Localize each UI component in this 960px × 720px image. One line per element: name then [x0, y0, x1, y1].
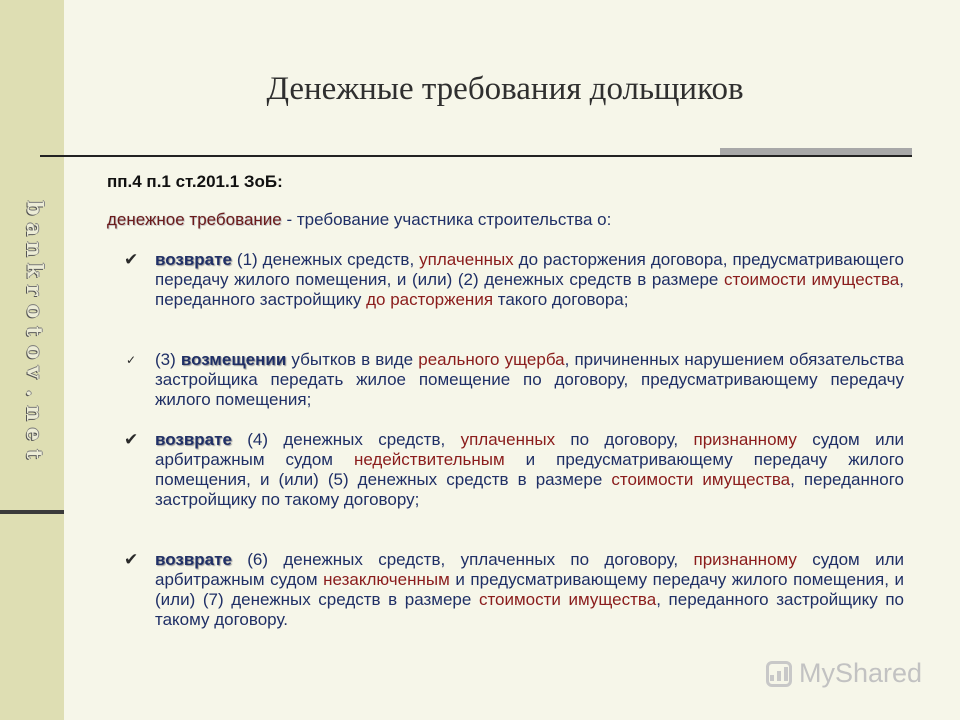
sidebar-letter: b: [22, 200, 48, 216]
sidebar-letter: a: [22, 221, 48, 236]
highlight-text: уплаченных: [460, 430, 556, 449]
body-text: убытков в виде: [286, 350, 419, 369]
keyword: возврате: [155, 550, 232, 569]
sidebar-letter: .: [22, 389, 48, 397]
sidebar-letter: k: [22, 262, 48, 278]
body-text: , переданного застройщику: [155, 270, 904, 309]
checkmark-icon: ✔: [124, 430, 139, 449]
checkmark-icon: ✔: [124, 550, 139, 569]
highlight-text: стоимости имущества: [723, 270, 900, 289]
body-text: (4) денежных средств,: [231, 430, 461, 449]
body-text: , переданного застройщику по такому договору.: [155, 590, 905, 629]
sidebar-letter: r: [22, 284, 48, 296]
highlight-text: реального ущерба: [418, 350, 565, 369]
definition-term: денежное требование: [107, 210, 282, 229]
body-text: (1) денежных средств,: [231, 250, 420, 269]
title-underline: [40, 155, 912, 157]
definition-intro: [107, 210, 611, 230]
highlight-text: признанному: [693, 430, 797, 449]
body-text: , причиненных нарушением обязательства застройщика передать жилое помещение по договору, предусматривающему передачу жилого помещения;: [155, 350, 904, 409]
title-accent-bar: [720, 148, 912, 155]
list-item: [155, 550, 904, 630]
highlight-text: стоимости имущества: [611, 470, 791, 489]
sidebar-letter: e: [22, 427, 48, 441]
sidebar-vertical-text: [22, 198, 46, 465]
body-text: (3): [155, 350, 181, 369]
highlight-text: уплаченных: [419, 250, 514, 269]
body-text: судом или арбитражным судом: [155, 430, 904, 469]
highlight-text: недействительным: [353, 450, 505, 469]
sidebar-divider: [0, 510, 64, 514]
body-text: до расторжения договора, предусматривающего передачу жилого помещения, и (или) (2) денежных средств в размере: [155, 250, 904, 289]
body-text: , переданного застройщику по такому договору;: [155, 470, 905, 509]
body-text: и предусматривающему передачу жилого помещения, и (или) (7) денежных средств в размере: [155, 570, 904, 609]
checkmark-icon: ✔: [124, 250, 139, 269]
sidebar-letter: v: [22, 366, 48, 379]
sidebar-letter: t: [22, 449, 48, 460]
highlight-text: стоимости имущества: [478, 590, 657, 609]
body-text: судом или арбитражным судом: [155, 550, 904, 589]
highlight-text: до расторжения: [366, 290, 494, 309]
chart-logo-icon: [766, 661, 792, 687]
law-reference: пп.4 п.1 ст.201.1 ЗоБ:: [107, 172, 283, 191]
body-text: такого договора;: [493, 290, 629, 309]
list-item: [155, 250, 904, 310]
list-item: [155, 350, 904, 410]
sidebar-letter: n: [22, 241, 48, 257]
checkmark-icon: ✓: [126, 353, 137, 367]
sidebar-letter: n: [22, 405, 48, 421]
highlight-text: признанному: [693, 550, 797, 569]
body-text: и предусматривающему передачу жилого помещения, и (или) (5) денежных средств в размере: [155, 450, 904, 489]
slide-title: Денежные требования дольщиков: [266, 71, 744, 107]
body-text: (6) денежных средств, уплаченных по договору,: [231, 550, 694, 569]
highlight-text: незаключенным: [323, 570, 450, 589]
sidebar-letter: o: [22, 344, 48, 359]
watermark: [766, 658, 922, 689]
body-text: по договору,: [555, 430, 694, 449]
sidebar-letter: o: [22, 303, 48, 318]
watermark-text: MyShared: [799, 658, 923, 688]
list-item: [155, 430, 904, 510]
sidebar-letter: t: [22, 326, 48, 337]
keyword: возврате: [155, 430, 232, 449]
keyword: возврате: [155, 250, 232, 269]
definition-text: - требование участника строительства о:: [281, 210, 612, 229]
keyword: возмещении: [180, 350, 287, 369]
